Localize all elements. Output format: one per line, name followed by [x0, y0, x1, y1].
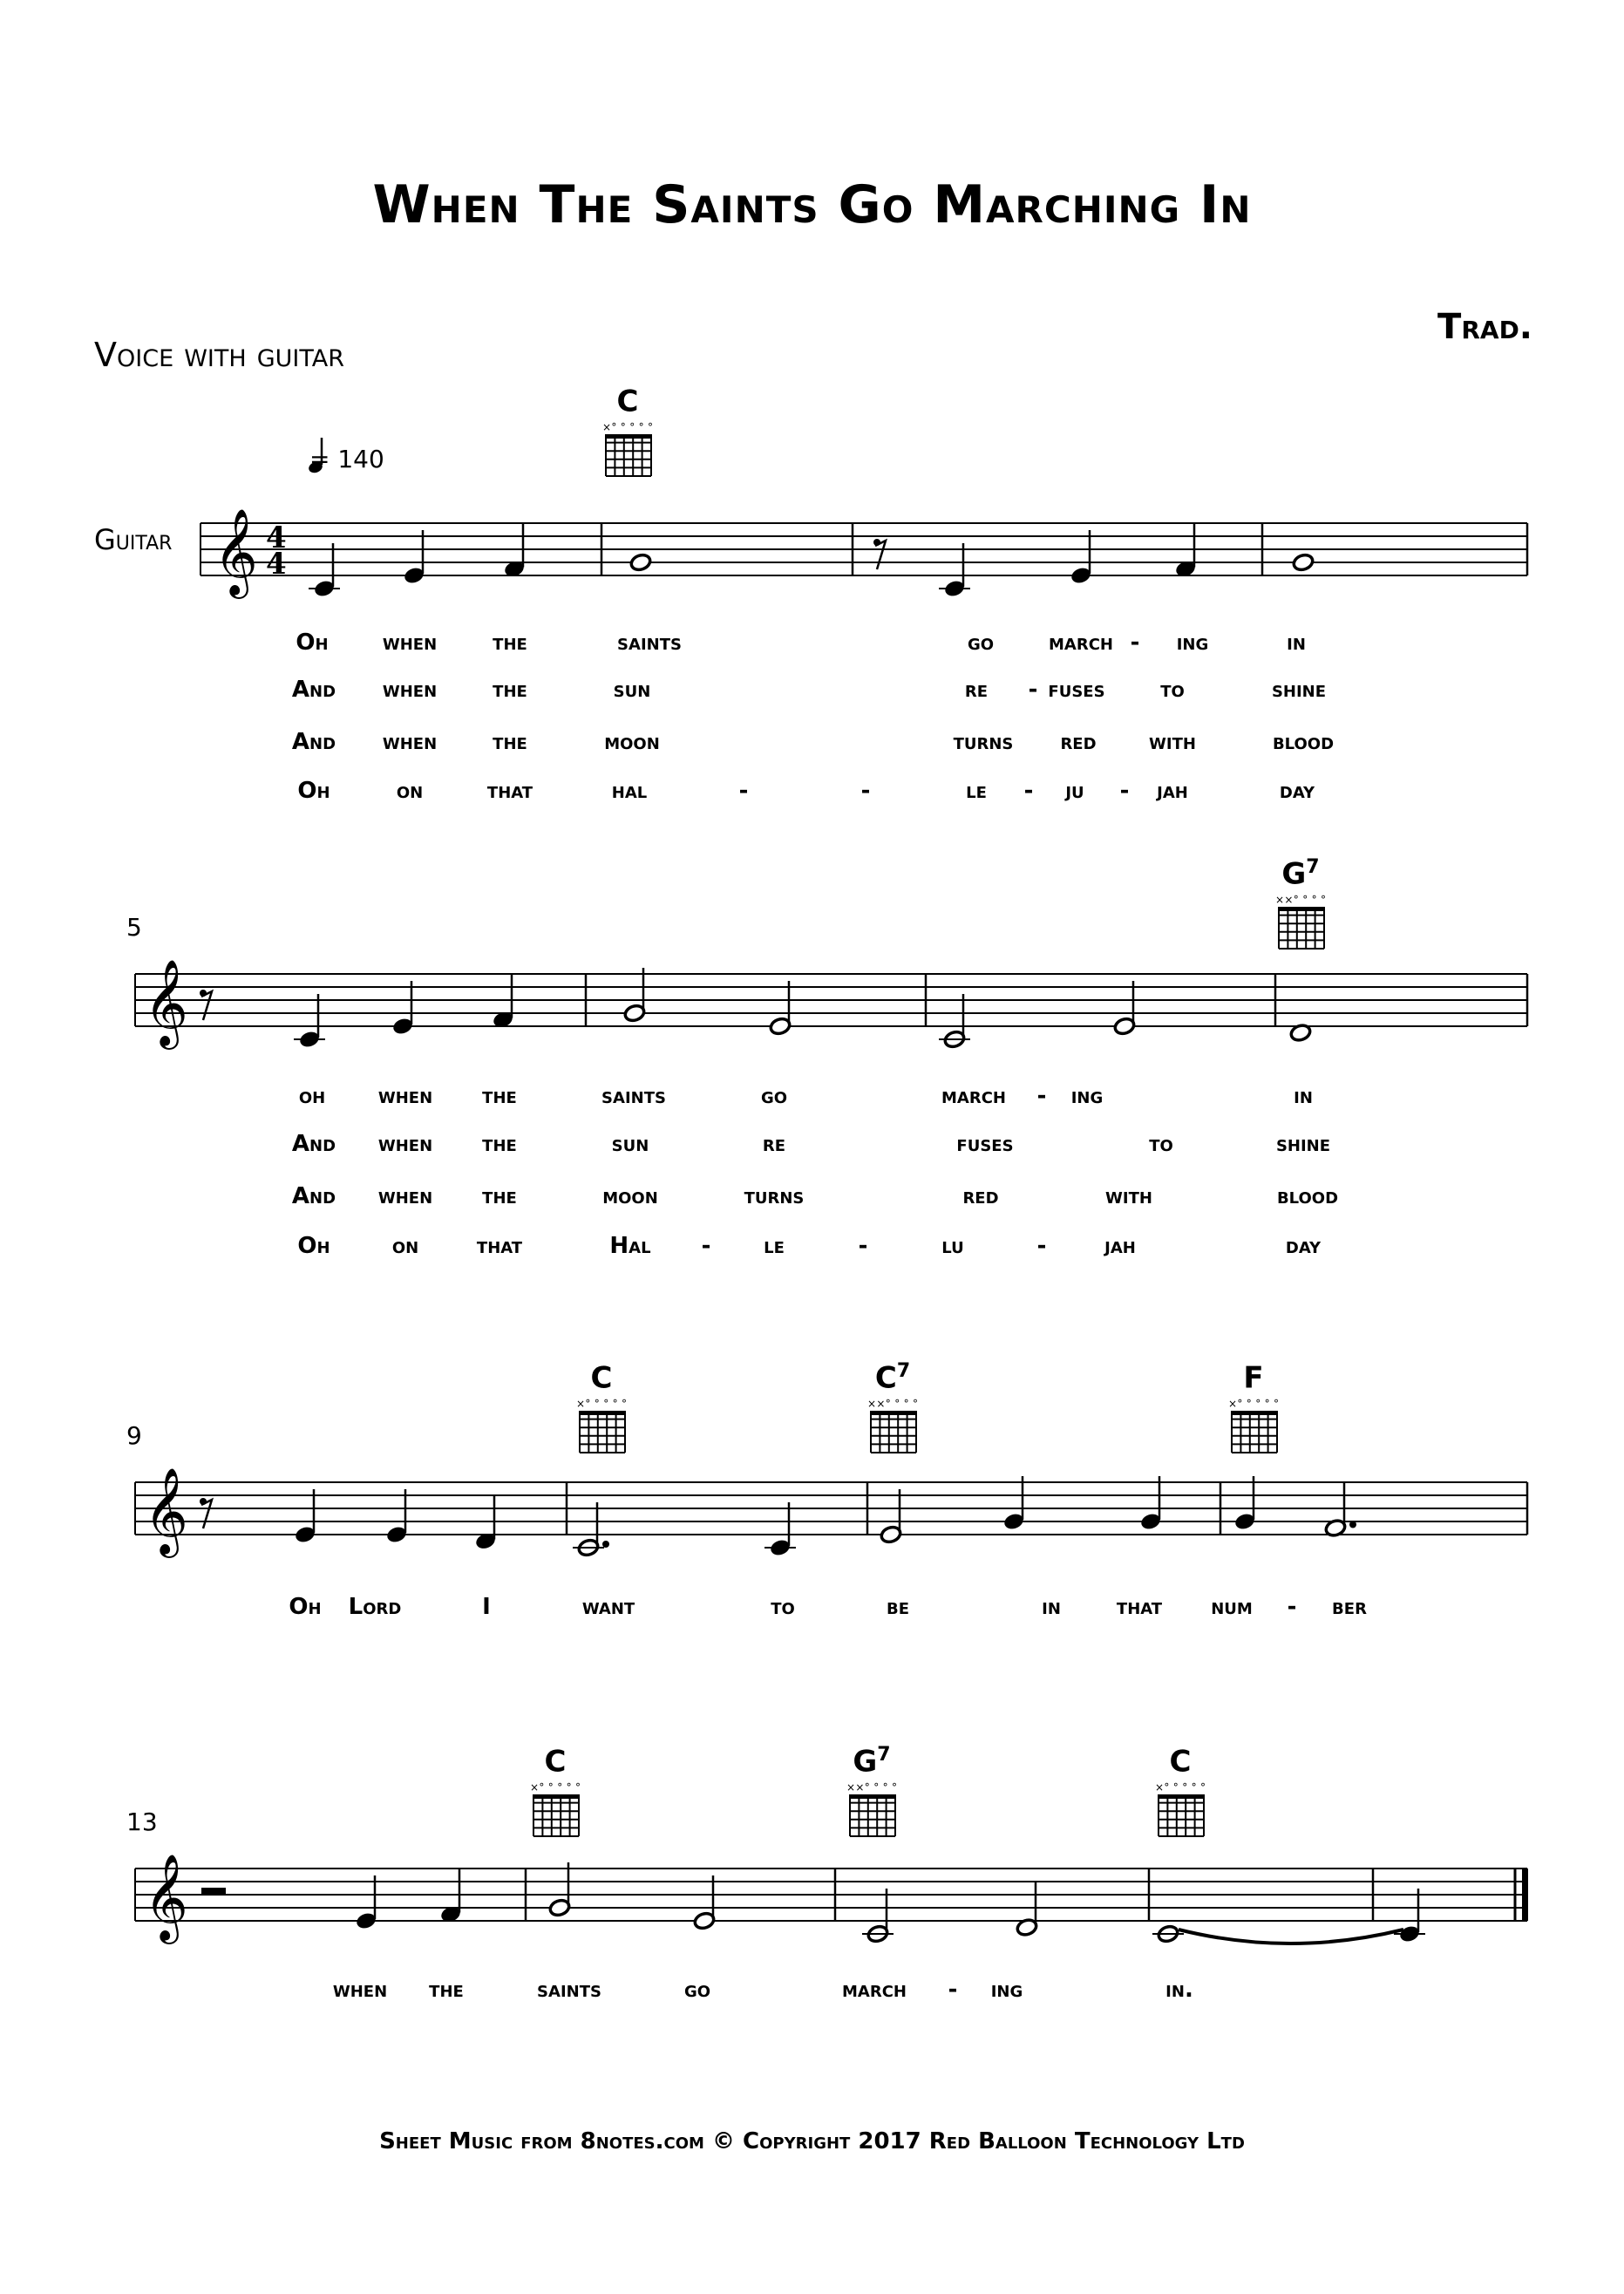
staff-system — [135, 959, 1527, 1050]
quarter-note — [764, 1502, 796, 1557]
lyric-syllable: day — [1285, 1233, 1322, 1259]
lyric-syllable: And — [291, 1131, 336, 1157]
half-note — [939, 994, 970, 1049]
lyric-syllable: day — [1279, 778, 1315, 804]
lyric-syllable: saints — [537, 1977, 601, 2003]
svg-text:°: ° — [1191, 1781, 1197, 1794]
chord-diagram-f — [1228, 1398, 1279, 1453]
lyric-syllable: the — [482, 1083, 517, 1109]
lyric-syllable: march — [842, 1977, 907, 2003]
lyric-syllable: that — [1116, 1594, 1163, 1620]
lyric-syllable: sun — [613, 677, 651, 703]
lyric-syllable: Lord — [348, 1594, 402, 1620]
treble-clef-icon: 𝄞 — [144, 959, 188, 1046]
lyric-syllable: in — [1287, 630, 1306, 656]
half-note — [693, 1875, 716, 1930]
lyric-syllable: - — [738, 778, 749, 804]
half-note — [862, 1889, 894, 1943]
svg-text:°: ° — [1293, 894, 1299, 906]
chord-symbol: $G^7$ — [1281, 856, 1320, 892]
lyric-syllable: hal — [611, 778, 648, 804]
tie — [1179, 1930, 1403, 1943]
quarter-note — [309, 543, 340, 598]
lyric-syllable: go — [683, 1977, 711, 2003]
staves — [135, 508, 1528, 1944]
time-signature-top: 4 — [266, 521, 287, 555]
lyric-syllable: ing — [990, 1977, 1023, 2003]
lyric-syllable: oh — [298, 1083, 326, 1109]
lyric-syllable: the — [482, 1183, 517, 1209]
tempo-marking: = 140 — [309, 445, 384, 473]
lyric-syllable: that — [476, 1233, 523, 1259]
augmentation-dot — [1349, 1521, 1356, 1528]
svg-text:°: ° — [575, 1781, 581, 1794]
lyric-syllable: re — [964, 677, 989, 703]
lyric-syllable: - — [1119, 778, 1130, 804]
half-note — [1113, 981, 1136, 1036]
lyric-syllable: ju — [1065, 778, 1084, 804]
svg-text:°: ° — [557, 1781, 563, 1794]
lyric-syllable: go — [760, 1083, 788, 1109]
lyric-syllable: in — [1294, 1083, 1313, 1109]
svg-text:°: ° — [892, 1781, 897, 1794]
lyric-syllable: that — [486, 778, 533, 804]
quarter-note — [403, 530, 425, 585]
svg-text:°: ° — [1164, 1781, 1170, 1794]
lyric-syllable: num — [1211, 1594, 1253, 1620]
lyric-syllable: ing — [1070, 1083, 1104, 1109]
lyric-syllable: moon — [604, 729, 660, 755]
quarter-note — [503, 524, 526, 579]
quarter-note — [474, 1496, 497, 1551]
lyric-syllable: red — [1060, 729, 1097, 755]
quarter-note — [1174, 524, 1197, 579]
eighth-rest-icon — [200, 1498, 212, 1528]
lyric-syllable: the — [482, 1131, 517, 1157]
lyric-syllable: when — [377, 1131, 433, 1157]
half-note — [573, 1502, 604, 1557]
lyric-syllable: blood — [1276, 1183, 1339, 1209]
svg-text:°: ° — [913, 1398, 918, 1410]
svg-text:°: ° — [648, 421, 653, 433]
lyric-syllable: And — [291, 677, 336, 703]
lyric-syllable: the — [429, 1977, 464, 2003]
lyric-syllable: saints — [617, 630, 682, 656]
lyric-syllable: when — [382, 630, 438, 656]
measure-number: 13 — [126, 1807, 158, 1836]
svg-text:×: × — [530, 1781, 540, 1794]
lyric-syllable: when — [377, 1083, 433, 1109]
svg-text:°: ° — [1311, 894, 1317, 906]
lyric-syllable: to — [1149, 1131, 1173, 1157]
lyric-syllable: in — [1042, 1594, 1061, 1620]
half-note — [769, 981, 792, 1036]
quarter-note — [294, 1489, 316, 1544]
part-name: Guitar — [94, 523, 173, 556]
chord-diagram-c7 — [867, 1398, 918, 1453]
svg-text:°: ° — [894, 1398, 900, 1410]
lyric-syllable: - — [1287, 1594, 1297, 1620]
copyright-footer: Sheet Music from 8notes.com © Copyright 2017 Red Balloon Technology Ltd — [379, 2128, 1245, 2154]
quarter-note — [294, 994, 325, 1049]
lyric-syllable: re — [762, 1131, 786, 1157]
chord-diagram-c — [530, 1781, 581, 1836]
svg-text:×: × — [1284, 894, 1294, 906]
lyric-syllable: sun — [611, 1131, 649, 1157]
half-note — [1324, 1483, 1347, 1538]
svg-text:°: ° — [903, 1398, 909, 1410]
quarter-note — [1139, 1476, 1162, 1531]
svg-text:°: ° — [620, 421, 626, 433]
quarter-note — [391, 981, 414, 1036]
treble-clef-icon: 𝄞 — [144, 1854, 188, 1941]
svg-text:°: ° — [1246, 1398, 1252, 1410]
lyric-syllable: with — [1105, 1183, 1152, 1209]
svg-text:°: ° — [1172, 1781, 1179, 1794]
lyric-syllable: lu — [941, 1233, 964, 1259]
song-title: When The Saints Go Marching In — [372, 174, 1252, 235]
lyric-syllable: when — [332, 1977, 388, 2003]
chord-diagram-c — [576, 1398, 627, 1453]
svg-text:°: ° — [885, 1398, 891, 1410]
svg-text:×: × — [846, 1781, 856, 1794]
lyric-syllable: - — [860, 778, 871, 804]
staff-system — [135, 1467, 1527, 1558]
svg-text:×: × — [1275, 894, 1285, 906]
svg-text:°: ° — [547, 1781, 554, 1794]
lyric-syllable: moon — [602, 1183, 658, 1209]
svg-text:°: ° — [594, 1398, 600, 1410]
quarter-note — [1233, 1476, 1256, 1531]
svg-text:°: ° — [882, 1781, 888, 1794]
lyric-syllable: And — [291, 1183, 336, 1209]
lyric-syllable: blood — [1272, 729, 1335, 755]
svg-text:×: × — [867, 1398, 877, 1410]
lyric-syllable: le — [966, 778, 987, 804]
lyric-syllable: Oh — [296, 630, 329, 656]
quarter-note — [1070, 530, 1092, 585]
chord-symbol: $G^7$ — [853, 1744, 891, 1780]
lyric-syllable: le — [764, 1233, 785, 1259]
whole-note — [1292, 553, 1315, 573]
svg-text:°: ° — [539, 1781, 545, 1794]
lyric-syllable: turns — [953, 729, 1014, 755]
svg-text:×: × — [876, 1398, 886, 1410]
lyric-syllable: want — [581, 1594, 635, 1620]
half-note — [1016, 1882, 1038, 1937]
lyric-syllable: turns — [744, 1183, 805, 1209]
chord-symbol: C — [544, 1744, 567, 1780]
half-note — [623, 968, 646, 1023]
quarter-note — [492, 975, 514, 1030]
lyric-syllable: shine — [1271, 677, 1327, 703]
composer: Trad. — [1437, 307, 1532, 347]
svg-text:°: ° — [1200, 1781, 1206, 1794]
half-rest-icon — [201, 1888, 226, 1895]
svg-text:×: × — [1155, 1781, 1165, 1794]
chord-symbol: C — [1169, 1744, 1192, 1780]
svg-text:°: ° — [566, 1781, 572, 1794]
lyric-syllable: go — [967, 630, 995, 656]
whole-note — [629, 553, 652, 573]
lyric-syllable: march — [1049, 630, 1113, 656]
lyric-syllable: on — [391, 1233, 419, 1259]
lyric-syllable: - — [948, 1977, 958, 2003]
svg-text:°: ° — [1264, 1398, 1270, 1410]
chord-diagram-c — [1155, 1781, 1206, 1836]
lyric-syllable: shine — [1275, 1131, 1331, 1157]
lyric-syllable: Oh — [289, 1594, 322, 1620]
measure-number: 5 — [126, 913, 142, 942]
lyric-syllable: Oh — [297, 1233, 330, 1259]
chord-symbol: C — [590, 1360, 613, 1396]
chord-diagram-g7 — [1275, 894, 1326, 949]
lyric-syllable: - — [1028, 677, 1038, 703]
svg-text:°: ° — [873, 1781, 880, 1794]
quarter-note — [1002, 1476, 1025, 1531]
lyric-syllable: march — [941, 1083, 1006, 1109]
lyric-syllable: to — [1160, 677, 1185, 703]
svg-text:°: ° — [585, 1398, 591, 1410]
quarter-note — [439, 1869, 462, 1924]
lyric-syllable: - — [1023, 778, 1034, 804]
lyric-syllable: Hal — [609, 1233, 651, 1259]
lyric-syllable: when — [377, 1183, 433, 1209]
chord-symbol: F — [1243, 1360, 1264, 1396]
treble-clef-icon: 𝄞 — [214, 508, 258, 596]
svg-text:°: ° — [611, 421, 617, 433]
lyric-syllable: with — [1149, 729, 1196, 755]
svg-text:×: × — [1228, 1398, 1238, 1410]
lyric-syllable: - — [1036, 1233, 1047, 1259]
svg-text:°: ° — [603, 1398, 609, 1410]
time-signature-bottom: 4 — [266, 547, 287, 582]
svg-text:×: × — [602, 421, 612, 433]
lyric-syllable: - — [1036, 1083, 1047, 1109]
svg-text:°: ° — [864, 1781, 870, 1794]
svg-text:°: ° — [1255, 1398, 1261, 1410]
svg-text:°: ° — [1302, 894, 1308, 906]
lyric-syllable: when — [382, 729, 438, 755]
lyric-syllable: - — [1130, 630, 1140, 656]
lyric-syllable: fuses — [1048, 677, 1105, 703]
lyric-syllable: jah — [1104, 1233, 1136, 1259]
lyric-syllable: when — [382, 677, 438, 703]
svg-text:°: ° — [1274, 1398, 1279, 1410]
chord-diagram-g7 — [846, 1781, 897, 1836]
svg-text:°: ° — [1182, 1781, 1188, 1794]
lyric-syllable: the — [493, 677, 527, 703]
lyric-syllable: saints — [601, 1083, 666, 1109]
lyric-syllable: on — [396, 778, 424, 804]
lyric-syllable: - — [701, 1233, 711, 1259]
eighth-rest-icon — [873, 539, 886, 569]
svg-text:°: ° — [629, 421, 635, 433]
half-note — [880, 1489, 902, 1544]
instrumentation: Voice with guitar — [94, 336, 345, 374]
svg-text:°: ° — [1237, 1398, 1243, 1410]
measure-number: 9 — [126, 1421, 142, 1450]
whole-note — [1152, 1924, 1184, 1944]
svg-text:°: ° — [638, 421, 644, 433]
lyric-syllable: the — [493, 630, 527, 656]
lyric-syllable: ber — [1332, 1594, 1367, 1620]
staff-system — [135, 1854, 1528, 1944]
quarter-note — [385, 1489, 408, 1544]
svg-text:°: ° — [1321, 894, 1326, 906]
quarter-note — [1394, 1889, 1425, 1943]
lyric-syllable: be — [886, 1594, 910, 1620]
eighth-rest-icon — [200, 990, 212, 1020]
lyric-syllable: Oh — [297, 778, 330, 804]
lyric-syllable: - — [858, 1233, 868, 1259]
chord-symbol: C — [616, 384, 639, 419]
chord-symbol: $C^7$ — [874, 1360, 911, 1396]
svg-text:°: ° — [612, 1398, 618, 1410]
svg-text:×: × — [855, 1781, 865, 1794]
quarter-note — [939, 543, 970, 598]
lyric-syllable: jah — [1157, 778, 1188, 804]
lyric-syllable: I — [482, 1594, 491, 1620]
svg-text:°: ° — [622, 1398, 627, 1410]
half-note — [548, 1862, 571, 1917]
lyric-syllable: And — [291, 729, 336, 755]
lyric-syllable: fuses — [956, 1131, 1014, 1157]
svg-text:×: × — [576, 1398, 586, 1410]
augmentation-dot — [602, 1541, 609, 1548]
final-barline-thick — [1522, 1869, 1528, 1921]
treble-clef-icon: 𝄞 — [144, 1467, 188, 1555]
lyric-syllable: to — [771, 1594, 795, 1620]
lyric-syllable: red — [962, 1183, 999, 1209]
lyric-syllable: the — [493, 729, 527, 755]
lyric-syllable: in. — [1165, 1977, 1193, 2003]
quarter-note — [355, 1875, 377, 1930]
staff-system — [200, 508, 1527, 599]
chord-diagram-c — [602, 421, 653, 476]
lyric-syllable: ing — [1176, 630, 1209, 656]
